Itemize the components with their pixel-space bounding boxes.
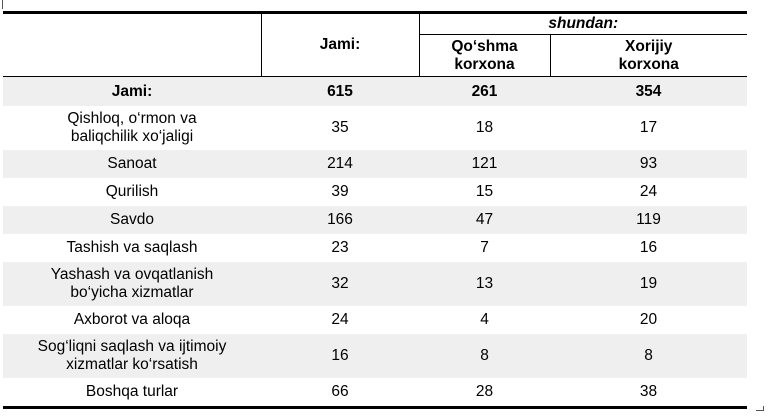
page-corner-mark xyxy=(2,0,3,9)
cell-total: 24 xyxy=(331,311,349,328)
page-corner-mark-bottom-vertical xyxy=(763,406,764,411)
header-joint-line-2: korxona xyxy=(454,55,515,73)
table-header xyxy=(3,13,747,77)
row-label-line: Yashash va ovqatlanish xyxy=(50,266,214,283)
table-row xyxy=(3,234,747,262)
row-label-line: Sog‘liqni saqlash va ijtimoiy xyxy=(37,338,227,355)
cell-total: 66 xyxy=(261,378,419,408)
header-blank-cell xyxy=(3,13,261,77)
cell-joint: 7 xyxy=(480,239,489,256)
cell-foreign: 119 xyxy=(550,206,747,234)
cell-total: 35 xyxy=(331,119,349,136)
cell-foreign: 24 xyxy=(639,183,658,200)
table-row xyxy=(3,178,747,206)
header-foreign-line-1: Xorijiy xyxy=(625,37,673,55)
row-label-line: xizmatlar ko‘rsatish xyxy=(66,356,198,373)
cell-joint: 8 xyxy=(419,334,550,378)
cell-joint: 18 xyxy=(475,119,494,136)
table-row xyxy=(3,150,747,178)
cell-joint: 15 xyxy=(475,183,494,200)
cell-total: 16 xyxy=(261,334,419,378)
row-label-line: bo‘yicha xizmatlar xyxy=(70,284,194,301)
cell-total: 23 xyxy=(331,239,349,256)
header-foreign-enterprise xyxy=(550,35,747,77)
cell-foreign: 93 xyxy=(550,150,747,178)
row-label-cell xyxy=(3,150,261,178)
cell-joint: 13 xyxy=(419,262,550,306)
table-row xyxy=(3,262,747,306)
row-label-cell xyxy=(3,106,261,150)
header-group-shundan: shundan: xyxy=(419,13,747,35)
cell-foreign: 354 xyxy=(550,77,747,107)
enterprise-statistics-table xyxy=(3,11,747,409)
table-row xyxy=(3,206,747,234)
row-label-line: Boshqa turlar xyxy=(85,383,179,400)
row-label-cell xyxy=(3,262,261,306)
row-label-cell xyxy=(3,306,261,334)
cell-total: 39 xyxy=(331,183,349,200)
row-label-line: Tashish va saqlash xyxy=(66,239,198,256)
row-label-line: Jami: xyxy=(111,82,153,100)
cell-joint: 47 xyxy=(419,206,550,234)
cell-foreign: 8 xyxy=(550,334,747,378)
cell-foreign: 17 xyxy=(639,119,658,136)
cell-joint: 28 xyxy=(419,378,550,408)
cell-total: 166 xyxy=(261,206,419,234)
row-label-line: Sanoat xyxy=(107,155,157,172)
row-label-line: Qurilish xyxy=(105,183,159,200)
row-label-cell xyxy=(3,77,261,107)
row-label-line: baliqchilik xo‘jaligi xyxy=(70,128,194,145)
header-joint-enterprise xyxy=(419,35,550,77)
header-foreign-line-2: korxona xyxy=(618,55,679,73)
row-label-cell xyxy=(3,178,261,206)
cell-foreign: 20 xyxy=(639,311,658,328)
cell-foreign: 16 xyxy=(639,239,658,256)
cell-foreign: 38 xyxy=(550,378,747,408)
cell-joint: 4 xyxy=(480,311,489,328)
row-label-line: Qishloq, o‘rmon va xyxy=(67,110,197,127)
header-total: Jami: xyxy=(261,13,419,77)
cell-total: 214 xyxy=(261,150,419,178)
row-label-cell xyxy=(3,378,261,408)
row-label-cell xyxy=(3,334,261,378)
row-label-cell xyxy=(3,206,261,234)
table-row xyxy=(3,106,747,150)
row-label-line: Axborot va aloqa xyxy=(73,311,191,328)
table-row xyxy=(3,334,747,378)
cell-foreign: 19 xyxy=(550,262,747,306)
row-label-line: Savdo xyxy=(110,211,154,228)
table-row xyxy=(3,378,747,408)
cell-total: 615 xyxy=(261,77,419,107)
cell-total: 32 xyxy=(261,262,419,306)
row-label-cell xyxy=(3,234,261,262)
cell-joint: 121 xyxy=(419,150,550,178)
cell-joint: 261 xyxy=(419,77,550,107)
table-row-total xyxy=(3,77,747,107)
table-body xyxy=(3,77,747,408)
table-row xyxy=(3,306,747,334)
header-joint-line-1: Qo‘shma xyxy=(451,37,518,55)
